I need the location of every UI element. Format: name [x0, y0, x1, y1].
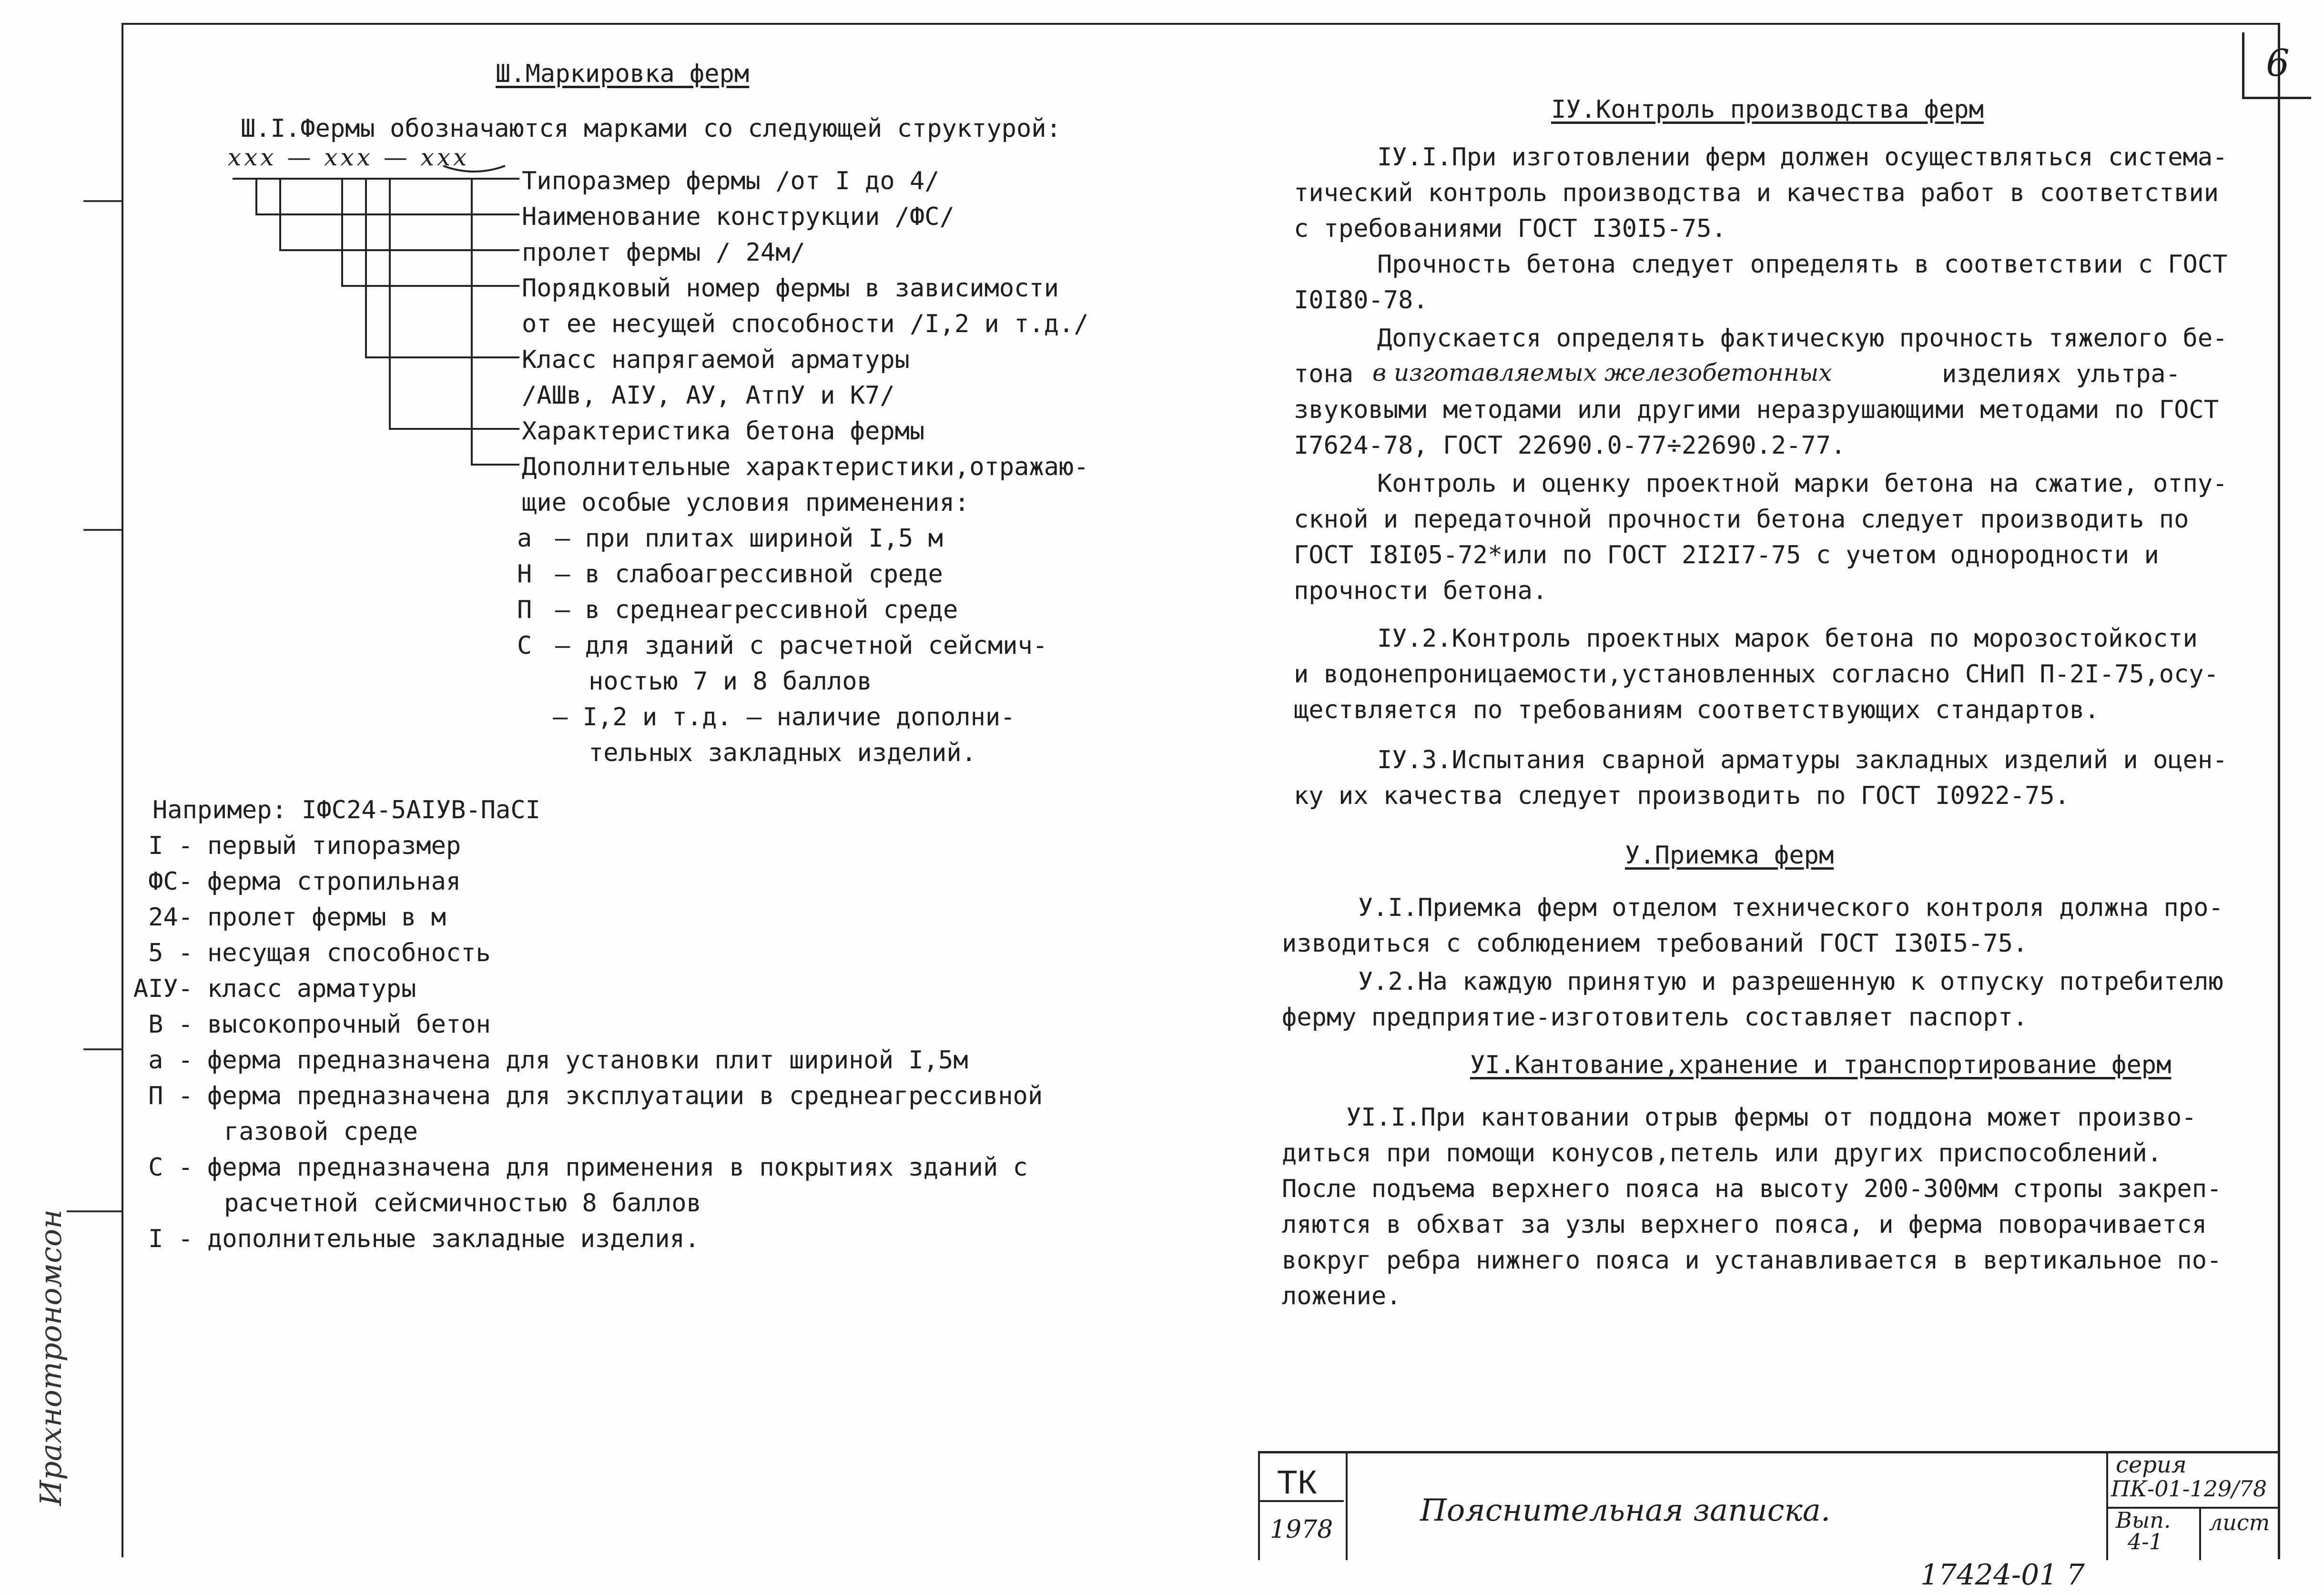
scheme-brace	[443, 166, 505, 172]
scheme-line-2	[256, 179, 519, 214]
scheme-line-6	[390, 179, 519, 429]
handling-line: вокруг ребра нижнего пояса и устанавливается в вертикальное по-	[1282, 1246, 2222, 1275]
page-number: 6	[2242, 32, 2311, 99]
control-line: Контроль и оценку проектной марки бетона на сжатие, отпу-	[1377, 469, 2228, 498]
acceptance-line: изводиться с соблюдением требований ГОСТ I30I5-75.	[1282, 929, 2028, 958]
example-code: а -	[148, 1046, 193, 1075]
example-code: 5 -	[148, 939, 193, 967]
control-line: изделиях ультра-	[1942, 360, 2181, 388]
condition-cont: – I,2 и т.д. – наличие дополни-	[553, 703, 1015, 731]
example-text: ферма предназначена для эксплуатации в среднеагрессивной	[207, 1082, 1043, 1110]
example-text: ферма стропильная	[207, 867, 461, 896]
example-code: ФС-	[148, 867, 193, 896]
condition-text: – в слабоагрессивной среде	[555, 560, 943, 589]
condition-code: С	[517, 631, 532, 660]
example-text: дополнительные закладные изделия.	[207, 1225, 700, 1253]
condition-cont: ностью 7 и 8 баллов	[589, 667, 872, 696]
example-text: газовой среде	[224, 1117, 418, 1146]
control-line: IУ.2.Контроль проектных марок бетона по морозостойкости	[1377, 624, 2198, 653]
example-text: несущая способность	[207, 939, 491, 967]
example-text: высокопрочный бетон	[207, 1010, 491, 1039]
example-text: расчетной сейсмичностью 8 баллов	[224, 1189, 701, 1218]
acceptance-line: У.I.Приемка ферм отделом технического контроля должна про-	[1358, 893, 2223, 922]
control-line: и водонепроницаемости,установленных согласно СНиП П-2I-75,осу-	[1294, 660, 2219, 689]
stamp-series-value: ПК-01-129/78	[2111, 1476, 2267, 1502]
control-line: скной и передаточной прочности бетона следует производить по	[1294, 505, 2189, 534]
handling-line: ляются в обхват за узлы верхнего пояса, и ферма поворачивается	[1282, 1210, 2207, 1239]
condition-code: П	[517, 596, 532, 624]
example-text: класс арматуры	[207, 975, 416, 1003]
control-line: звуковыми методами или другими неразрушающими методами по ГОСТ	[1294, 396, 2219, 424]
stamp-sheet-label: лист	[2209, 1510, 2270, 1535]
condition-code: Н	[517, 560, 532, 589]
margin-tick	[83, 1048, 122, 1050]
scheme-item: Дополнительные характеристики,отражаю-	[522, 453, 1089, 481]
example-text: пролет фермы в м	[207, 903, 446, 932]
section-heading-handling: УI.Кантование,хранение и транспортирование ферм	[1470, 1051, 2172, 1079]
stamp-divider	[2199, 1507, 2201, 1560]
control-line: ществляется по требованиям соответствующих стандартов.	[1294, 696, 2100, 724]
scheme-item: Типоразмер фермы /от I до 4/	[522, 167, 940, 195]
example-label: Например: IФС24-5АIУВ-ПаСI	[152, 796, 540, 824]
side-annotation	[24, 1209, 68, 1525]
title-block	[1258, 1451, 2278, 1560]
control-line: тический контроль производства и качества работ в соответствии	[1294, 179, 2219, 207]
example-code: АIУ-	[133, 975, 193, 1003]
control-line: с требованиями ГОСТ I30I5-75.	[1294, 214, 1726, 243]
scheme-item: Характеристика бетона фермы	[522, 417, 925, 446]
scheme-item: Наименование конструкции /ФС/	[522, 203, 954, 231]
example-code: П -	[148, 1082, 193, 1110]
control-line: Прочность бетона следует определять в соответствии с ГОСТ	[1377, 250, 2228, 279]
section-heading-marking: Ш.Маркировка ферм	[496, 60, 750, 88]
stamp-year: 1978	[1270, 1515, 1333, 1544]
condition-cont: тельных закладных изделий.	[589, 739, 976, 767]
example-text: первый типоразмер	[207, 832, 461, 860]
scheme-line-4	[342, 179, 519, 286]
example-text: ферма предназначена для применения в покрытиях зданий с	[207, 1153, 1028, 1182]
marking-intro: Ш.I.Фермы обозначаются марками со следующей структурой:	[241, 114, 1061, 143]
condition-code: а	[517, 524, 532, 553]
handling-line: УI.I.При кантовании отрыв фермы от поддона может произво-	[1346, 1103, 2197, 1132]
stamp-series-label: серия	[2116, 1452, 2187, 1478]
stamp-issue-label: Вып.	[2116, 1507, 2171, 1533]
handling-line: ложение.	[1282, 1282, 1401, 1310]
handwritten-insert: в изготавляемых железобетонных	[1372, 359, 1832, 386]
scheme-line-7	[472, 179, 519, 465]
scheme-item: Порядковый номер фермы в зависимости	[522, 274, 1059, 303]
bottom-handwritten-note: 17424-01 7	[1920, 1558, 2085, 1592]
example-code: 24-	[148, 903, 193, 932]
example-code: В -	[148, 1010, 193, 1039]
condition-text: – при плитах шириной I,5 м	[555, 524, 943, 553]
example-code: I -	[148, 832, 193, 860]
control-line: I7624-78, ГОСТ 22690.0-77÷22690.2-77.	[1294, 431, 1846, 460]
scheme-item: щие особые условия применения:	[522, 488, 970, 517]
code-pattern: ххх — ххх — ххх	[228, 143, 470, 171]
margin-tick	[67, 1210, 122, 1212]
stamp-org: ТК	[1277, 1463, 1317, 1501]
control-line: тона	[1294, 360, 1354, 388]
section-heading-acceptance: У.Приемка ферм	[1625, 841, 1834, 870]
margin-tick	[83, 529, 122, 531]
scheme-item: пролет фермы / 24м/	[522, 238, 805, 267]
condition-text: – для зданий с расчетной сейсмич-	[555, 631, 1048, 660]
control-line: ку их качества следует производить по ГОСТ I0922-75.	[1294, 782, 2070, 810]
scheme-item: /АШв, АIУ, АУ, АтпУ и К7/	[522, 381, 895, 410]
acceptance-line: У.2.На каждую принятую и разрешенную к отпуску потребителю	[1358, 967, 2223, 996]
section-heading-control: IУ.Контроль производства ферм	[1551, 95, 1984, 124]
scheme-item: Класс напрягаемой арматуры	[522, 345, 910, 374]
control-line: ГОСТ I8I05-72*или по ГОСТ 2I2I7-75 с учетом однородности и	[1294, 541, 2159, 569]
scheme-item: от ее несущей способности /I,2 и т.д./	[522, 310, 1089, 338]
control-line: I0I80-78.	[1294, 286, 1428, 315]
handling-line: После подъема верхнего пояса на высоту 200-300мм стропы закреп-	[1282, 1175, 2222, 1203]
control-line: прочности бетона.	[1294, 577, 1548, 605]
example-code: С -	[148, 1153, 193, 1182]
handling-line: диться при помощи конусов,петель или других приспособлений.	[1282, 1139, 2162, 1168]
control-line: IУ.3.Испытания сварной арматуры закладных изделий и оцен-	[1377, 746, 2228, 774]
acceptance-line: ферму предприятие-изготовитель составляет паспорт.	[1282, 1003, 2028, 1032]
stamp-title: Пояснительная записка.	[1420, 1493, 1831, 1528]
stamp-issue-value: 4-1	[2128, 1529, 2163, 1554]
condition-text: – в среднеагрессивной среде	[555, 596, 958, 624]
example-code: I -	[148, 1225, 193, 1253]
side-annotation-text: Ирахнотрономсон	[33, 1209, 68, 1506]
example-text: ферма предназначена для установки плит шириной I,5м	[207, 1046, 968, 1075]
control-line: Допускается определять фактическую прочность тяжелого бе-	[1377, 324, 2228, 353]
marking-scheme-lines	[0, 0, 572, 524]
control-line: IУ.I.При изготовлении ферм должен осуществляться система-	[1377, 143, 2228, 172]
